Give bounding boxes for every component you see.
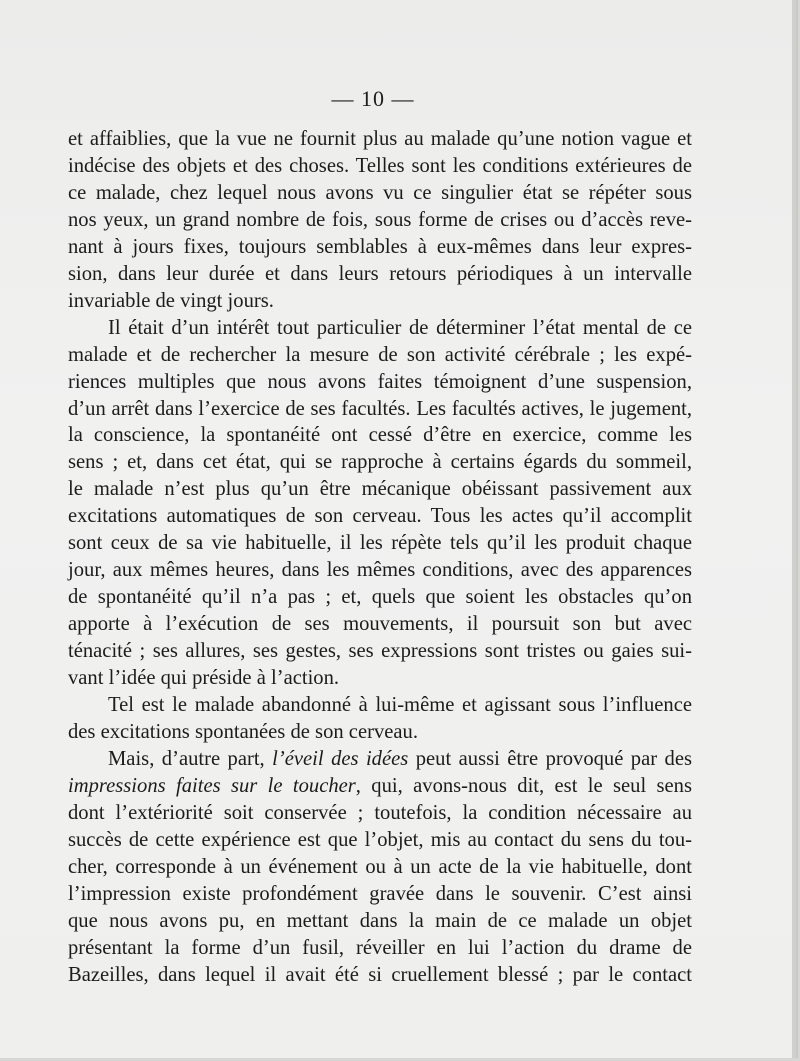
text-line: Il était d’un intérêt tout particulier de déterminer l’état mental de ce (108, 316, 692, 339)
text-line: d’un arrêt dans l’exercice de ses facultés. Les facultés actives, le jugement, (68, 397, 692, 420)
paragraph (68, 692, 692, 746)
text-line: impressions faites sur le toucher, qui, avons-nous dit, est le seul sens (68, 774, 692, 797)
text-line: que nous avons pu, en mettant dans la main de ce malade un objet (68, 909, 692, 932)
text-line: des excitations spontanées de son cerveau. (68, 720, 418, 743)
text-line: succès de cette expérience est que l’objet, mis au contact du sens du tou- (68, 828, 692, 851)
text-line: dont l’extériorité soit conservée ; toutefois, la condition nécessaire au (68, 801, 692, 824)
text-line: sens ; et, dans cet état, qui se rapproche à certains égards du sommeil, (68, 451, 692, 474)
text-line: jour, aux mêmes heures, dans les mêmes conditions, avec des apparences (68, 559, 692, 582)
text-line: la conscience, la spontanéité ont cessé d’être en exercice, comme les (68, 424, 692, 447)
text-line: Tel est le malade abandonné à lui-même et agissant sous l’influence (108, 694, 692, 717)
text-line: Bazeilles, dans lequel il avait été si cruellement blessé ; par le contact (68, 963, 692, 986)
text-line: sion, dans leur durée et dans leurs retours périodiques à un intervalle (68, 262, 692, 285)
text-line: Mais, d’autre part, l’éveil des idées peut aussi être provoqué par des (108, 747, 693, 770)
text-line: riences multiples que nous avons faites témoignent d’une suspension, (68, 370, 692, 393)
text-line: excitations automatiques de son cerveau. Tous les actes qu’il accomplit (68, 505, 692, 528)
text-line: présentant la forme d’un fusil, réveiller en lui l’action du drame de (68, 936, 692, 959)
page-number-header: — 10 — (331, 86, 415, 111)
text-line: invariable de vingt jours. (68, 289, 274, 312)
text-line: de spontanéité qu’il n’a pas ; et, quels que soient les obstacles qu’on (68, 586, 692, 609)
text-line: vant l’idée qui préside à l’action. (68, 667, 340, 690)
paragraph (68, 126, 692, 315)
text-line: ténacité ; ses allures, ses gestes, ses expressions sont tristes ou gaies sui- (68, 640, 692, 663)
text-line: indécise des objets et des choses. Telles sont les conditions extérieures de (68, 154, 692, 177)
text-line: sont ceux de sa vie habituelle, il les répète tels qu’il les produit chaque (68, 532, 692, 555)
text-line: et affaiblies, que la vue ne fournit plus au malade qu’une notion vague et (68, 128, 692, 150)
text-line: ce malade, chez lequel nous avons vu ce singulier état se répéter sous (68, 181, 692, 204)
paragraph (68, 315, 692, 692)
text-line: nos yeux, un grand nombre de fois, sous forme de crises ou d’accès reve- (68, 208, 692, 231)
paragraph (68, 746, 692, 989)
text-line: apporte à l’exécution de ses mouvements, il poursuit son but avec (68, 613, 692, 636)
text-line: l’impression existe profondément gravée dans le souvenir. C’est ainsi (68, 882, 692, 905)
body-text (68, 126, 692, 989)
text-line: le malade n’est plus qu’un être mécanique obéissant passivement aux (68, 478, 692, 501)
text-line: nant à jours fixes, toujours semblables à eux-mêmes dans leur expres- (68, 235, 692, 258)
text-line: cher, corresponde à un événement ou à un acte de la vie habituelle, dont (68, 855, 692, 878)
text-line: malade et de rechercher la mesure de son activité cérébrale ; les expé- (68, 343, 692, 366)
page-edge (792, 0, 796, 1058)
